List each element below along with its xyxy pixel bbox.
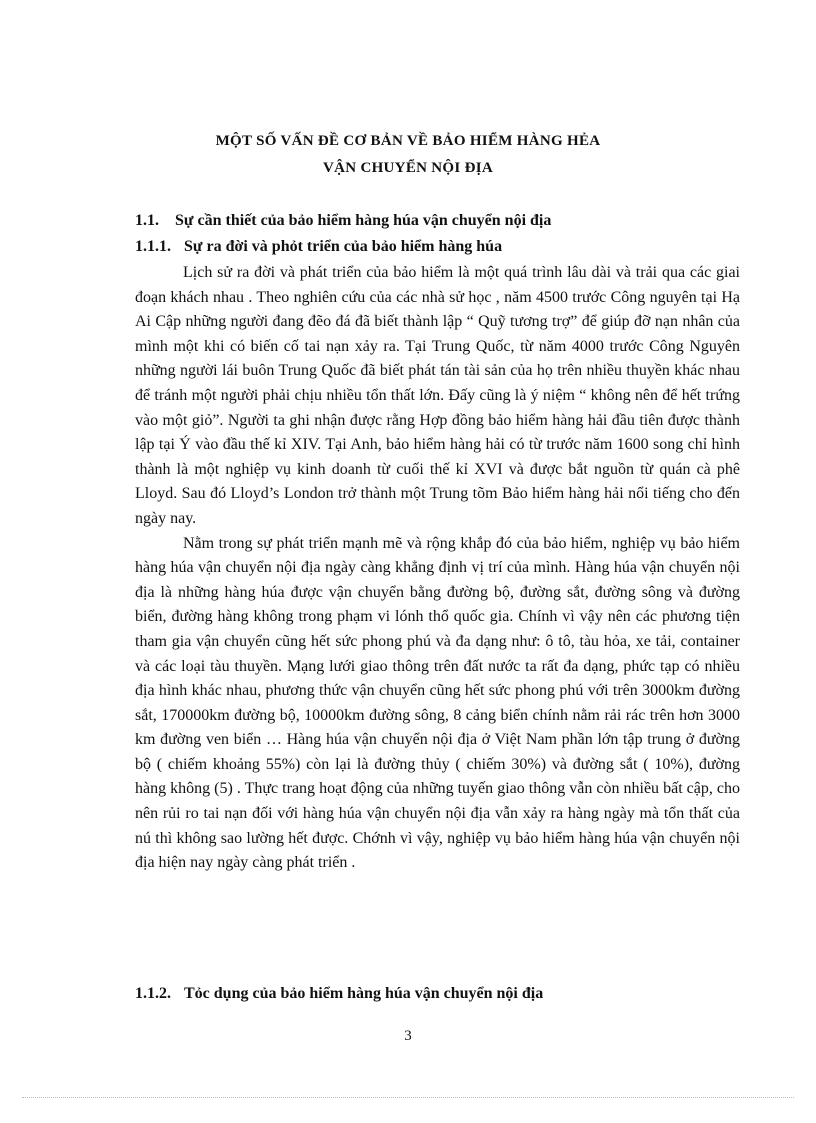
- body-text: [135, 261, 740, 876]
- section-heading-1-1-2: [135, 985, 543, 1003]
- paragraph: Nằm trong sự phát triển mạnh mẽ và rộng khắp đó của bảo hiểm, nghiệp vụ bảo hiểm hàng húa vận chuyển nội địa ngày càng khẳng định vị trí của mình. Hàng húa vận chuyển nội địa là những hàng húa được vận chuyển bằng đường bộ, đường sắt, đường sông và đường biển, đường hàng không trong phạm vi lónh thổ quốc gia. Chính vì vậy nên các phương tiện tham gia vận chuyển cũng hết sức phong phú và đa dạng như: ô tô, tàu hỏa, xe tải, container và các loại tàu thuyền. Mạng lưới giao thông trên đất nước ta rất đa dạng, phức tạp có nhiều địa hình khác nhau, phương thức vận chuyển cũng hết sức phong phú với trên 3000km đường sắt, 170000km đường bộ, 10000km đường sông, 8 cảng biển chính nằm rải rác trên hơn 3000 km đường ven biển … Hàng húa vận chuyển nội địa ở Việt Nam phần lớn tập trung ở đường bộ ( chiếm khoảng 55%) còn lại là đường thủy ( chiếm 30%) và đường sắt ( 10%), đường hàng không (5) . Thực trang hoạt động của những tuyến giao thông vẫn còn nhiều bất cập, cho nên rủi ro tai nạn đối với hàng húa vận chuyển nội địa vẫn xảy ra hàng ngày mà tổn thất của nú thì không sao lường hết được. Chớnh vì vậy, nghiệp vụ bảo hiểm hàng húa vận chuyển nội địa hiện nay ngày càng phát triển .: [135, 534, 740, 872]
- section-heading-1-1: [135, 212, 551, 230]
- section-number: 1.1.1.: [135, 238, 171, 255]
- section-heading-1-1-1: [135, 238, 502, 256]
- document-title-line-1: MỘT SỐ VẤN ĐỀ CƠ BẢN VỀ BẢO HIỂM HÀNG HẺA: [215, 133, 601, 149]
- section-title: Sự cần thiết của bảo hiểm hàng húa vận chuyển nội địa: [175, 212, 552, 229]
- section-title: Sự ra đời và phỏt triển của bảo hiểm hàng húa: [184, 238, 503, 255]
- document-title-line-2: VẬN CHUYỂN NỘI ĐỊA: [323, 160, 493, 176]
- section-number: 1.1.: [135, 212, 159, 229]
- section-title: Tỏc dụng của bảo hiểm hàng húa vận chuyển nội địa: [184, 985, 544, 1002]
- page-bottom-divider: [22, 1097, 794, 1098]
- page-number: 3: [404, 1028, 412, 1044]
- paragraph: Lịch sử ra đời và phát triển của bảo hiểm là một quá trình lâu dài và trải qua các giai đoạn khách nhau . Theo nghiên cứu của các nhà sử học , năm 4500 trước Công nguyên tại Hạ Ai Cập những người đang đẽo đá đã biết thành lập “ Quỹ tương trợ” để giúp đỡ nạn nhân của mình một khi có biến cố tai nạn xảy ra. Tại Trung Quốc, từ năm 4000 trước Công Nguyên những người lái buôn Trung Quốc đã biết phát tán tài sản của họ trên nhiều thuyền khác nhau để tránh một người phải chịu nhiều tổn thất lớn. Đấy cũng là ý niệm “ không nên để hết trứng vào một giỏ”. Người ta ghi nhận được rằng Hợp đồng bảo hiểm hàng hải đầu tiên được thành lập tại Ý vào đầu thế kỉ XIV. Tại Anh, bảo hiểm hàng hải có từ trước năm 1600 song chỉ hình thành là một nghiệp vụ kinh doanh từ cuối thế kỉ XVI và được bắt nguồn từ quán cà phê Lloyd. Sau đó Lloyd’s London trở thành một Trung tõm Bảo hiểm hàng hải nổi tiếng cho đến ngày nay.: [135, 264, 740, 527]
- section-number: 1.1.2.: [135, 985, 171, 1002]
